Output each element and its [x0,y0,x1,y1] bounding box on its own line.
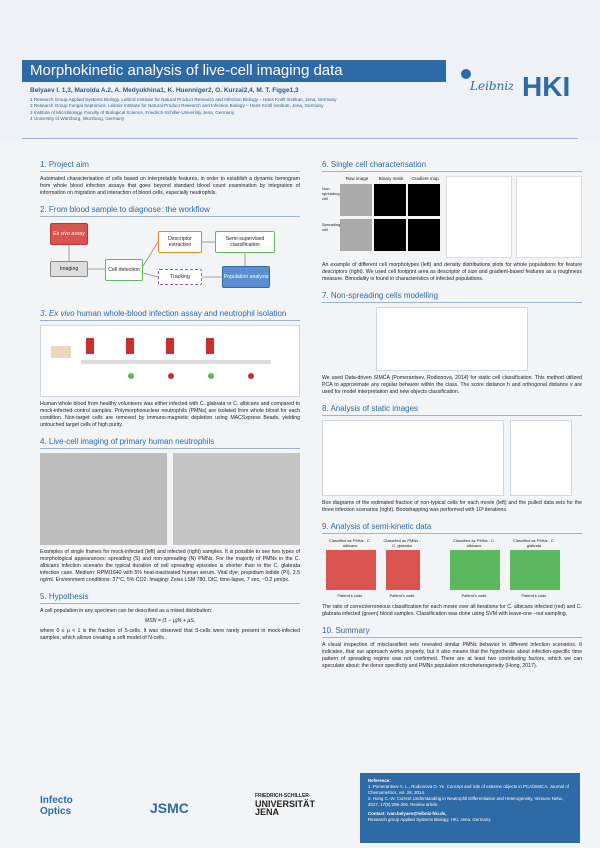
section-2-title: 2. From blood sample to diagnose: the workflow [40,205,300,217]
right-column [322,160,582,670]
section-3-text: Human whole blood from healthy volunteers was either infected with C. glabrata or C. albicans and compared to mock-infected control samples. Polymorphonuclear neutrophils (PMNs) are isolated from whole blood for each condition. Non-target cells are removed by immuno-magnetic depletion using MACSxpress Beads, yielding untouched target cells of high purity. [40,401,300,428]
references-title: Reference: [368,778,391,783]
section-4-text: Examples of single frames for mock-infected (left) and infected (right) samples. It is possible to see two types of morphological appearances: spreading (S) and non-spreading (N) PMNs. For the majority of PMNs in the C. albicans infection scenario the typical duration of cell spreading episodes is shorter than in the C. glabrata infection case. Medium: RPMI1640 with 5% heat-inactivated human serum. Vital dye: propidium iodide (PI), 2.5 ng/ml. Environment conditions: 37°C, 5% CO2. Imaging: Zeiss LSM 780, DIC, time-lapse, 7 sec, ~0.2 µm/px. [40,549,300,583]
affiliation-4: 4 University of Würzburg, Würzburg, Germany [30,115,125,121]
simca-figure [376,307,528,371]
assay-figure-drawing [41,326,299,396]
row-nonspreading: Non-spreading cell [322,186,340,201]
poster-title: Morphokinetic analysis of live-cell imaging data [22,60,446,82]
col-binary: Binary mask [378,176,404,181]
panel-4-bars [510,550,560,590]
panel-3 [446,538,502,600]
contact: Contact: ivan.belyaev@leibniz-hki.de, [368,811,447,816]
infected-frame [173,453,300,545]
section-8-title: 8. Analysis of static images [322,404,582,416]
section-6-title: 6. Single cell characterisation [322,160,582,172]
single-cell-figure [322,176,582,258]
boxplot-pooled [510,420,572,496]
density-plot-2 [516,176,582,258]
gradient-s [408,219,440,251]
workflow-cell-detection: Cell detection [105,259,143,281]
affiliation-1: 1 Research Group Applied Systems Biology, Leibniz Institute for Natural Product Research and Infection Biology – Hans Knöll Institute, Jena, Germany [30,97,337,102]
section-10-title: 10. Summary [322,626,582,638]
workflow-descriptor: Descriptor extraction [158,231,202,253]
section-9-text: The ratio of correct/erroneous classification for each movie over all iterations for C. albicans infected (red) and C. glabrata infected (green) blood samples. Classification was done using SVM with leave-one –out sampling. [322,604,582,617]
workflow-semi-supervised: Semi-supervised classification [215,231,275,253]
mock-infected-frame [40,453,167,545]
fsu-line-1: FRIEDRICH-SCHILLER- [255,793,311,799]
affiliation-2: 2 Research Group Fungal Septomics, Leibniz Institute for Natural Product Research and Infection Biology – Hans Knöll Institute, Jena, Germany [30,103,324,109]
reference-2: 2. Hong C.-W. Current Understanding in Neutrophil Differentiation and Heterogeneity, Immune Netw., 2017, 17(5):298-306. Review article. [368,796,564,807]
contact-2: Research group Applied Systems Biology, HKI, Jena, Germany [368,817,491,822]
workflow-exvivo: Ex vivo assay [50,223,88,245]
hki-text: HKI [522,71,571,102]
cell-morphotype-grid [322,176,442,256]
section-5-formula: MSN = (1 − µ)N + µS, [144,618,196,624]
section-5-text2: where 0 ≤ µ < 1 is the fraction of S-cells. It was observed that S-cells were rarely present in mock-infected samples, which allows creating a soft model of N-cells . [40,628,300,641]
panel-1-xlabel: Patient's code [337,593,363,598]
header-divider [22,138,578,139]
fsu-line-3: JENA [255,807,280,817]
section-1-text: Automated characterisation of cells based on interpretable features, in order to establish a dynamic hemogram from whole blood infection assays that goes beyond standard blood count examination by integration of information on migration and interaction of blood cells, especially neutrophils. [40,176,300,196]
references-box [360,773,580,843]
raw-s [340,219,372,251]
col-raw: Raw image [345,176,369,181]
binary-n [374,184,406,216]
section-10-text: A visual inspection of misclassified sets revealed similar PMNs behavior in different infection scenarios. It indicates, that our approach works properly, but it also means that the hypothesis about infection-specific time pattern of spreading regime was not confirmed. There are at least two contributing factors, which we can speculate about: the donor specificity and PMNs population microheterogeneity (Hong, 2017). [322,642,582,669]
panel-2-xlabel: Patient's code [389,593,415,598]
leibniz-logo [458,66,513,104]
boxplot-per-movie [322,420,504,496]
raw-n [340,184,372,216]
workflow-population: Population analysis [222,266,270,288]
workflow-imaging: Imaging [50,261,88,277]
reference-1: 1. Pomerantsev A. L., Rodionova O. Ye. Concept and role of extreme objects in PCA/SIMCA, Journal of Chemometrics, vol. 28, 2014. [368,784,569,795]
panel-2-bars [386,550,420,590]
leibniz-logo-icon [458,66,513,104]
hki-logo-icon [520,66,580,104]
col-gradient: Gradient map [411,176,439,181]
panel-2-title: Classified as PMNs : C. glabrata [383,538,421,548]
microscopy-images [40,453,300,545]
jsmc-logo: JSMC [150,800,189,816]
binary-s [374,219,406,251]
row-spreading: Spreading cell [322,222,341,232]
panel-3-title: Classified as PMNs : C. albicans [452,538,495,548]
section-7-text: We used Data-driven SIMCA (Pomerantsev, Rodionova, 2014) for static cell classification. This method utilized PCA to approximate any regular behavior within the class. The score distance h and orthogonal distance v are used for model interpretation and new objects classification. [322,375,582,395]
fsu-logo [255,792,345,816]
panel-2 [382,538,422,600]
workflow-arrows [40,221,300,321]
assay-figure [40,325,300,397]
section-5-title: 5. Hypothesis [40,592,300,604]
panel-1-title: Classified as PMNs : C. albicans [328,538,371,548]
panel-1-bars [326,550,376,590]
section-4-title: 4. Live-cell imaging of primary human neutrophils [40,437,300,449]
section-8-text: Box diagrams of the estimated fraction of non-typical cells for each movie (left) and the pulled data sets for the three infection scenarios (right). Bootstrapping was performed with 10³ iterations. [322,500,582,513]
section-6-text: An example of different cell morphotypes (left) and density distributions plots for whole populations for feature descriptors (right). We used cell footprint area as descriptor of size and gradient-based features as a roughness measure. Bimodality is found in characteristics of infected populations. [322,262,582,282]
left-column [40,160,300,642]
panel-3-xlabel: Patient's code [461,593,487,598]
panel-4 [506,538,562,600]
hki-logo [520,66,580,104]
panel-3-bars [450,550,500,590]
fsu-line-2: UNIVERSITÄT [255,799,316,809]
leibniz-text: Leibniz [470,79,513,93]
gradient-n [408,184,440,216]
section-3-title: 3. Ex vivo human whole-blood infection assay and neutrophil isolation [40,309,300,321]
density-plot-1 [446,176,512,258]
static-analysis-figure [322,420,582,496]
workflow-tracking: Tracking [158,269,202,285]
semi-kinetic-figure [322,538,582,600]
authors: Belyaev I. 1,3, Marolda A.2, A. Medyukhina1, K. Huenniger2, O. Kurzai2,4, M. T. Figge1,3 [30,87,299,94]
infecto-optics-logo: Infecto Optics [40,795,73,817]
workflow-diagram [40,221,300,321]
section-7-title: 7. Non-spreading cells modelling [322,291,582,303]
panel-1 [322,538,378,600]
affiliation-3: 3 Institute of Microbiology, Faculty of Biological Science, Friedrich-Schiller-University Jena, Germany [30,109,235,115]
section-1-title: 1. Project aim [40,160,300,172]
section-5-text1: A cell population in any specimen can be described as a mixed distribution: [40,608,213,614]
panel-4-title: Classified as PMNs : C. glabrata [512,538,555,548]
panel-4-xlabel: Patient's code [521,593,547,598]
affiliations [30,97,450,122]
section-9-title: 9. Analysis of semi-kinetic data [322,522,582,534]
